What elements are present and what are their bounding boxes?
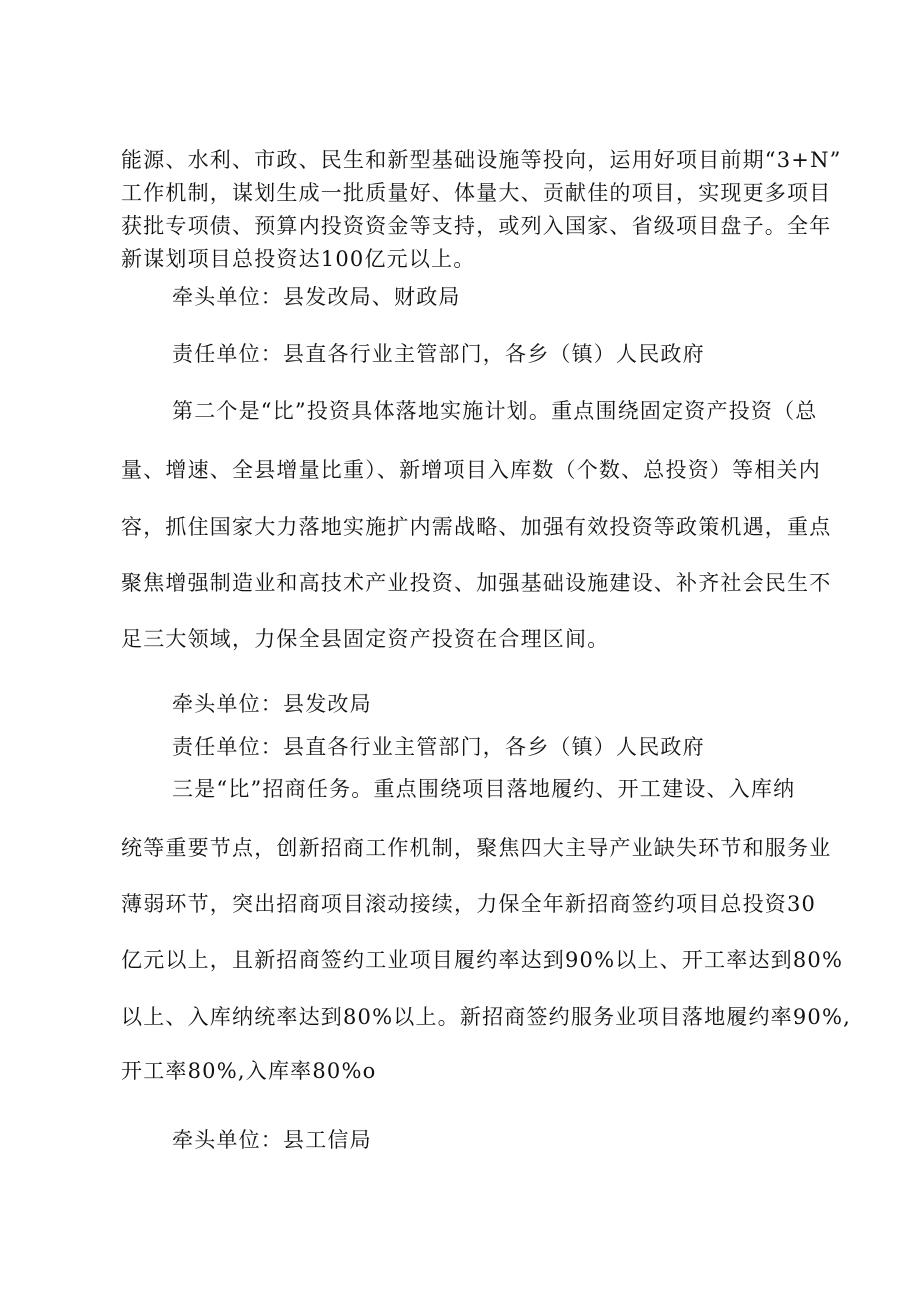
paragraph-3-line-2: 统等重要节点，创新招商工作机制，聚焦四大主导产业缺失环节和服务业	[121, 836, 832, 860]
paragraph-1-line-2: 工作机制，谋划生成一批质量好、体量大、贡献佳的项目，实现更多项目	[121, 181, 832, 205]
paragraph-3-line-6: 开工率80%,入库率80%o	[121, 1059, 377, 1083]
lead-unit-2: 牵头单位：县发改局	[172, 692, 372, 716]
paragraph-2-line-5: 足三大领域，力保全县固定资产投资在合理区间。	[121, 627, 610, 651]
paragraph-3-line-5: 以上、入库纳统率达到80%以上。新招商签约服务业项目落地履约率90%,	[121, 1005, 852, 1029]
lead-unit-3: 牵头单位：县工信局	[172, 1128, 372, 1152]
paragraph-1-line-1: 能源、水利、市政、民生和新型基础设施等投向，运用好项目前期“3+N”	[121, 148, 842, 172]
paragraph-2-line-2: 量、增速、全县增量比重）、新增项目入库数（个数、总投资）等相关内	[121, 458, 821, 482]
lead-unit-1: 牵头单位：县发改局、财政局	[172, 285, 461, 309]
paragraph-1-line-3: 获批专项债、预算内投资资金等支持，或列入国家、省级项目盘子。全年	[121, 214, 832, 238]
paragraph-2-line-1: 第二个是“比”投资具体落地实施计划。重点围绕固定资产投资（总	[172, 399, 818, 423]
paragraph-1-line-4: 新谋划项目总投资达100亿元以上。	[121, 247, 476, 271]
responsible-unit-2: 责任单位：县直各行业主管部门，各乡（镇）人民政府	[172, 735, 705, 759]
responsible-unit-1: 责任单位：县直各行业主管部门，各乡（镇）人民政府	[172, 342, 705, 366]
paragraph-2-line-4: 聚焦增强制造业和高技术产业投资、加强基础设施建设、补齐社会民生不	[121, 571, 832, 595]
paragraph-2-line-3: 容，抓住国家大力落地实施扩内需战略、加强有效投资等政策机遇，重点	[121, 515, 832, 539]
paragraph-3-line-3: 薄弱环节，突出招商项目滚动接续，力保全年新招商签约项目总投资30	[121, 892, 817, 916]
paragraph-3-line-1: 三是“比”招商任务。重点围绕项目落地履约、开工建设、入库纳	[172, 777, 796, 801]
paragraph-3-line-4: 亿元以上，且新招商签约工业项目履约率达到90%以上、开工率达到80%	[121, 948, 844, 972]
